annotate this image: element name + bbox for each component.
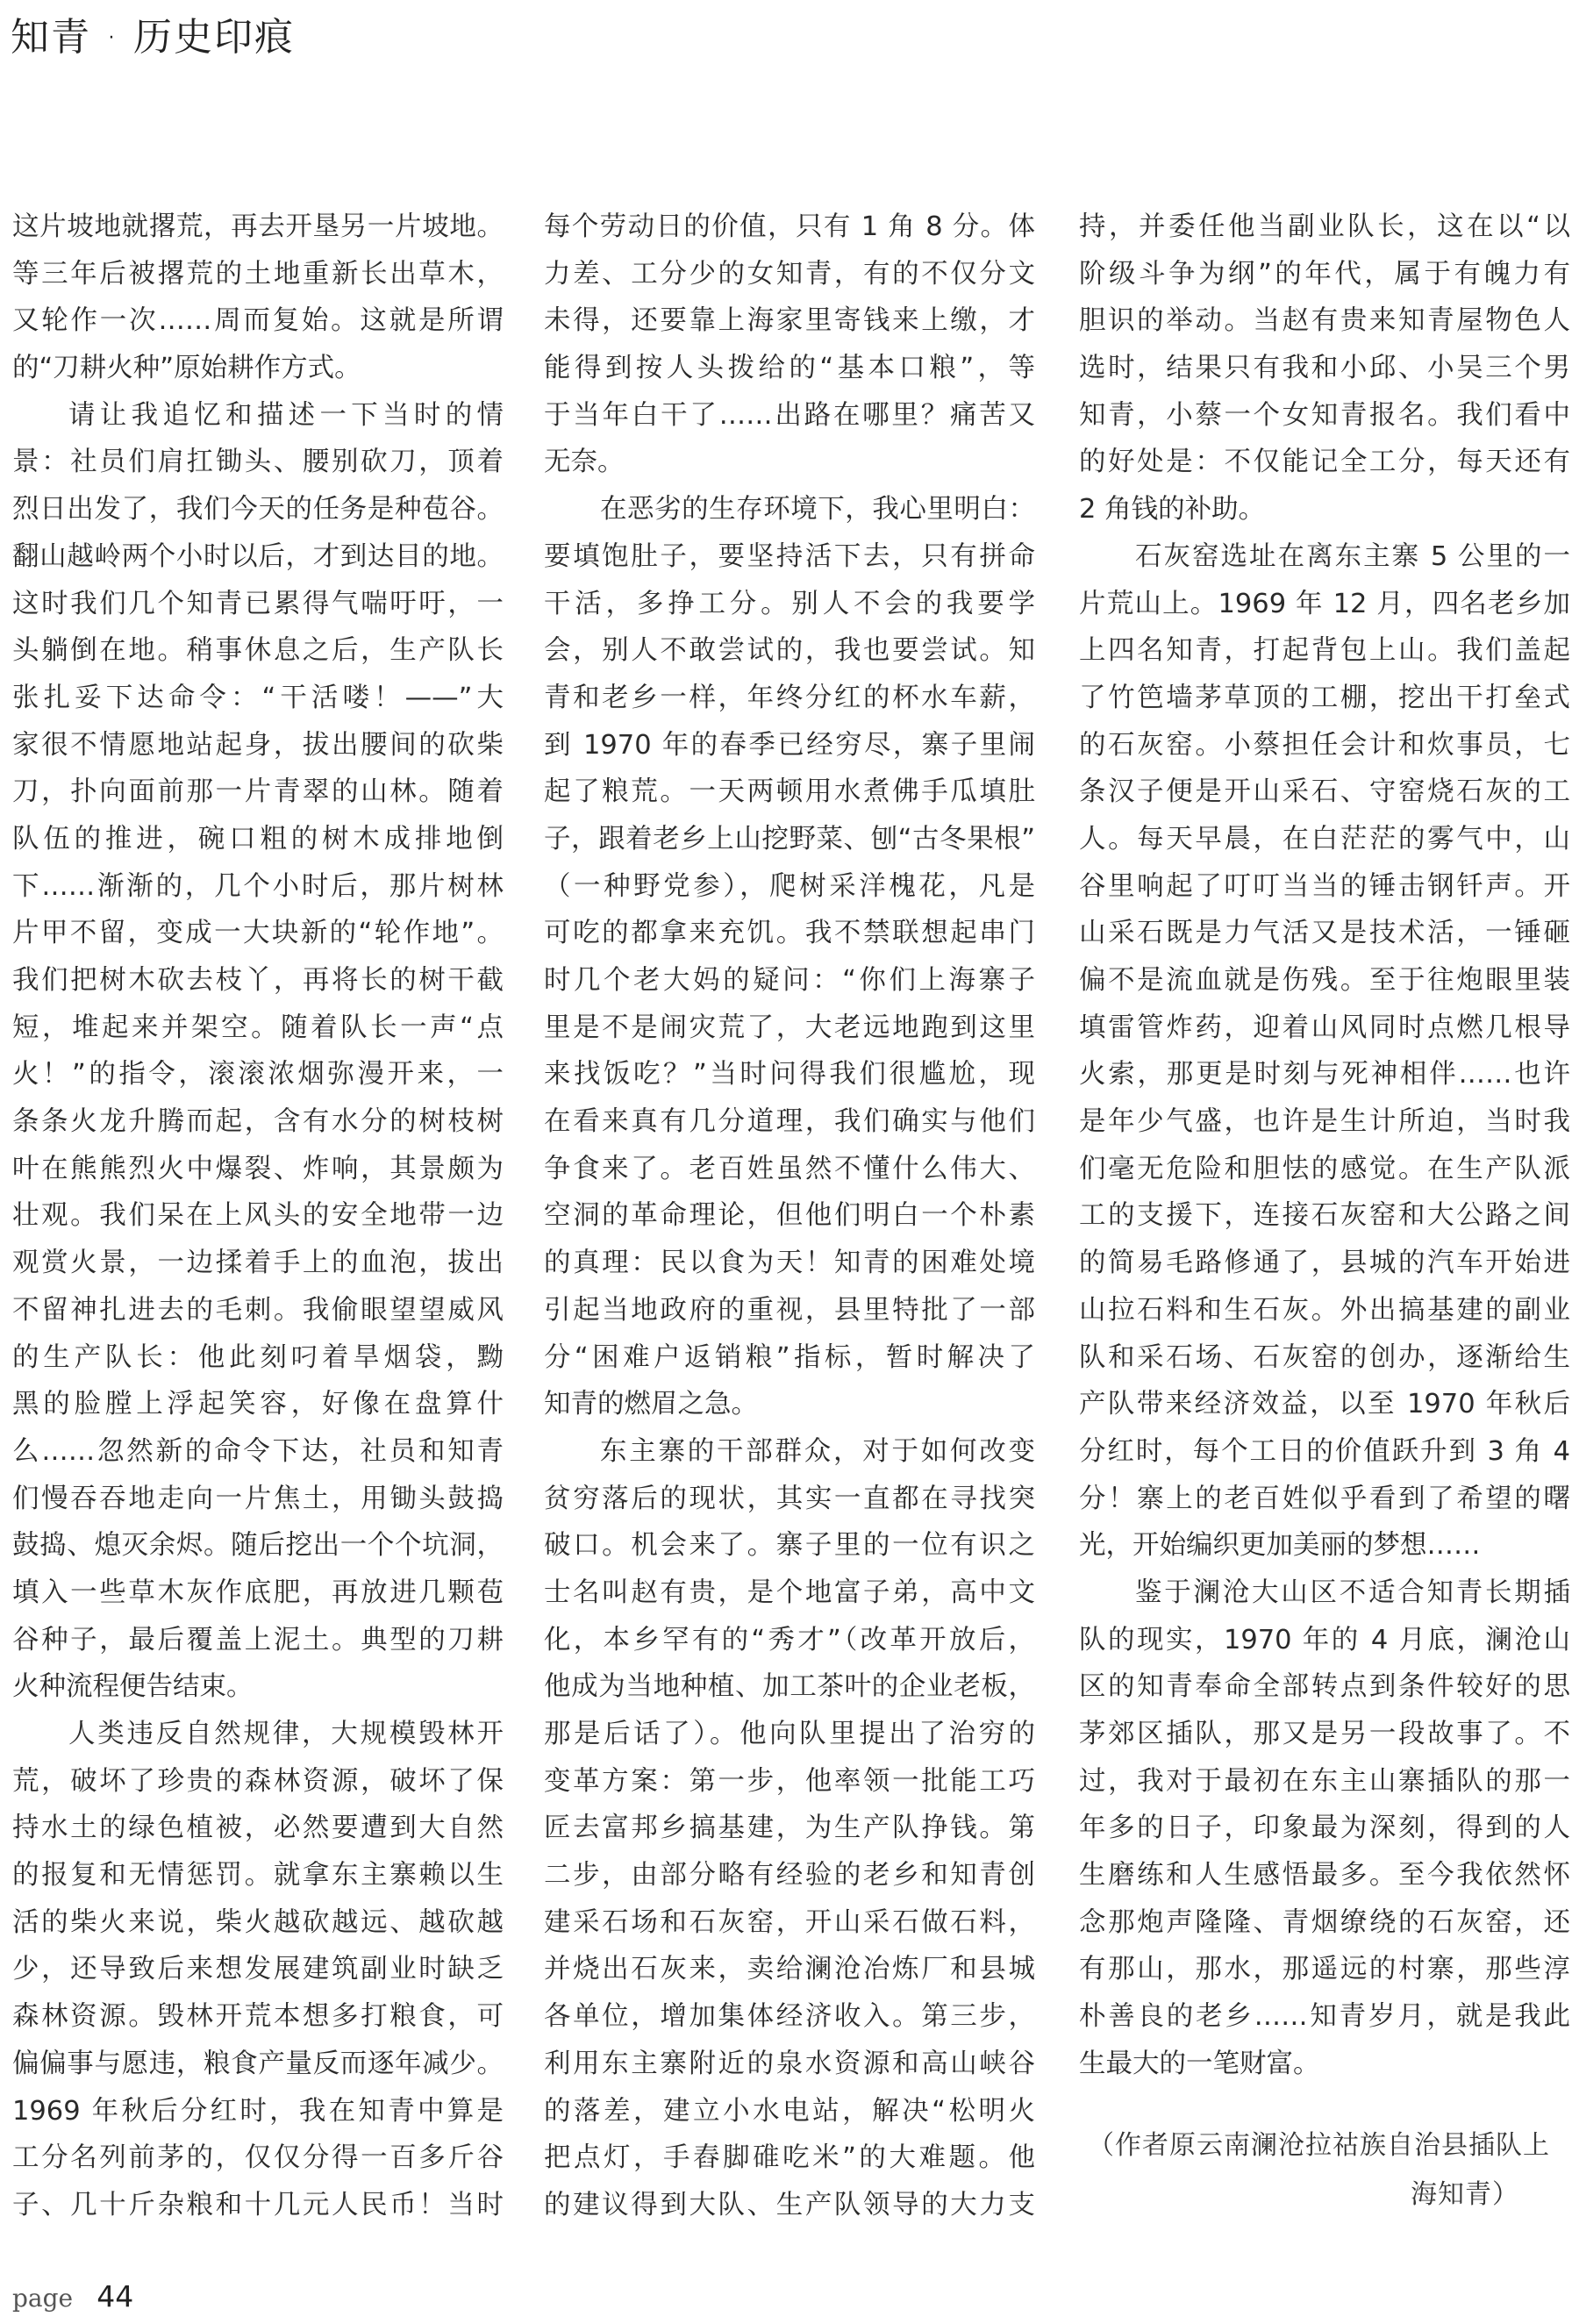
paragraph-first-line: 鉴于澜沧大山区不适合知青长期插 — [1135, 1577, 1570, 1608]
text-line: 选时，结果只有我和小邱、小吴三个男 — [1079, 353, 1570, 384]
byline-line-2: 海知青） — [1411, 2179, 1519, 2210]
text-line: 条汉子便是开山采石、守窑烧石灰的工 — [1079, 776, 1570, 808]
text-line: 光，开始编织更加美丽的梦想…… — [1079, 1530, 1481, 1562]
paragraph-first-line: 请让我追忆和描述一下当时的情 — [68, 399, 504, 431]
text-line: 2 角钱的补助。 — [1079, 494, 1266, 526]
text-line: 在看来真有几分道理，我们确实与他们 — [544, 1106, 1035, 1138]
text-line: 分“困难户返销粮”指标，暂时解决了 — [544, 1341, 1035, 1373]
text-line: 翻山越岭两个小时以后，才到达目的地。 — [12, 540, 504, 572]
text-line: 们慢吞吞地走向一片焦土，用锄头鼓捣 — [12, 1483, 504, 1514]
text-line: 茅郊区插队，那又是另一段故事了。不 — [1079, 1719, 1570, 1749]
text-line: 生磨练和人生感悟最多。至今我依然怀 — [1079, 1860, 1570, 1891]
text-line: 的“刀耕火种”原始耕作方式。 — [12, 353, 361, 384]
text-line: 家很不情愿地站起身，拔出腰间的砍柴 — [12, 729, 504, 761]
text-line: 张扎妥下达命令：“干活喽！——”大 — [12, 682, 504, 713]
text-line: 们毫无危险和胆怯的感觉。在生产队派 — [1079, 1153, 1570, 1184]
text-line: 有那山，那水，那遥远的村寨，那些淳 — [1079, 1954, 1570, 1985]
text-line: 利用东主寨附近的泉水资源和高山峡谷 — [544, 2048, 1035, 2079]
text-line: 过，我对于最初在东主山寨插队的那一 — [1079, 1765, 1570, 1797]
text-line: 力差、工分少的女知青，有的不仅分文 — [544, 258, 1035, 290]
text-line: 谷种子，最后覆盖上泥土。典型的刀耕 — [12, 1624, 504, 1655]
text-line: 我们把树木砍去枝丫，再将长的树干截 — [12, 965, 504, 996]
article-column-1 — [12, 204, 504, 2229]
text-line: 条条火龙升腾而起，含有水分的树枝树 — [12, 1106, 504, 1138]
text-line: 产队带来经济效益，以至 1970 年秋后 — [1079, 1389, 1570, 1420]
text-line: 里是不是闹灾荒了，大老远地跑到这里 — [544, 1012, 1035, 1043]
paragraph-first-line: 石灰窑选址在离东主寨 5 公里的一 — [1135, 540, 1570, 572]
text-line: 时几个老大妈的疑问：“你们上海寨子 — [544, 965, 1035, 996]
text-line: 的生产队长：他此刻叼着旱烟袋，黝 — [12, 1341, 504, 1373]
text-line: 人。每天早晨，在白茫茫的雾气中，山 — [1079, 823, 1570, 855]
text-line: 活的柴火来说，柴火越砍越远、越砍越 — [12, 1906, 504, 1938]
paragraph-first-line: 人类违反自然规律，大规模毁林开 — [68, 1719, 504, 1749]
page-label: page — [12, 2284, 74, 2313]
text-line: 队的现实，1970 年的 4 月底，澜沧山 — [1079, 1624, 1570, 1655]
text-line: 念那炮声隆隆、青烟缭绕的石灰窑，还 — [1079, 1906, 1570, 1938]
text-line: 短，堆起来并架空。随着队长一声“点 — [12, 1012, 504, 1043]
article-column-2 — [544, 204, 1035, 2229]
text-line: 那是后话了）。他向队里提出了治穷的 — [544, 1719, 1035, 1749]
text-line: 是年少气盛，也许是生计所迫，当时我 — [1079, 1106, 1570, 1138]
text-line: 可吃的都拿来充饥。我不禁联想起串门 — [544, 918, 1035, 949]
byline-line-1: （作者原云南澜沧拉祜族自治县插队上 — [1088, 2130, 1550, 2161]
text-line: 观赏火景，一边揉着手上的血泡，拔出 — [12, 1248, 504, 1279]
text-line: 景：社员们肩扛锄头、腰别砍刀，顶着 — [12, 447, 504, 478]
text-line: 火！”的指令，滚滚浓烟弥漫开来，一 — [12, 1059, 504, 1090]
page-footer — [12, 2279, 133, 2313]
text-line: 会，别人不敢尝试的，我也要尝试。知 — [544, 635, 1035, 667]
text-line: 的简易毛路修通了，县城的汽车开始进 — [1079, 1248, 1570, 1279]
text-line: 要填饱肚子，要坚持活下去，只有拼命 — [544, 540, 1035, 572]
text-line: 工的支援下，连接石灰窑和大公路之间 — [1079, 1200, 1570, 1232]
text-line: 队和采石场、石灰窑的创办，逐渐给生 — [1079, 1341, 1570, 1373]
text-line: 的好处是：不仅能记全工分，每天还有 — [1079, 447, 1570, 478]
text-line: 刀，扑向面前那一片青翠的山林。随着 — [12, 776, 504, 808]
text-line: 能得到按人头拨给的“基本口粮”，等 — [544, 353, 1035, 384]
author-byline — [1088, 2121, 1561, 2220]
text-line: 么……忽然新的命令下达，社员和知青 — [12, 1435, 504, 1467]
article-column-3 — [1079, 204, 1570, 2088]
text-line: 化，本乡罕有的“秀才”（改革开放后， — [544, 1624, 1035, 1655]
paragraph-first-line: 在恶劣的生存环境下，我心里明白： — [600, 494, 1035, 526]
text-line: 区的知青奉命全部转点到条件较好的思 — [1079, 1671, 1570, 1703]
text-line: 青和老乡一样，年终分红的杯水车薪， — [544, 682, 1035, 713]
text-line: 火索，那更是时刻与死神相伴……也许 — [1079, 1059, 1570, 1090]
text-line: （一种野党参），爬树采洋槐花，凡是 — [544, 870, 1035, 902]
text-line: 荒，破坏了珍贵的森林资源，破坏了保 — [12, 1765, 504, 1797]
text-line: 把点灯，手舂脚碓吃米”的大难题。他 — [544, 2142, 1035, 2174]
text-line: 各单位，增加集体经济收入。第三步， — [544, 2001, 1035, 2033]
text-line: 破口。机会来了。寨子里的一位有识之 — [544, 1530, 1035, 1562]
text-line: 填雷管炸药，迎着山风同时点燃几根导 — [1079, 1012, 1570, 1043]
text-line: 头躺倒在地。稍事休息之后，生产队长 — [12, 635, 504, 667]
text-line: 朴善良的老乡……知青岁月，就是我此 — [1079, 2001, 1570, 2033]
text-line: 工分名列前茅的，仅仅分得一百多斤谷 — [12, 2142, 504, 2174]
text-line: 这时我们几个知青已累得气喘吁吁，一 — [12, 588, 504, 619]
text-line: 贫穷落后的现状，其实一直都在寻找突 — [544, 1483, 1035, 1514]
page-number: 44 — [96, 2279, 134, 2313]
text-line: 年多的日子，印象最为深刻，得到的人 — [1079, 1813, 1570, 1844]
text-line: 下……渐渐的，几个小时后，那片树林 — [12, 870, 504, 902]
text-line: 持，并委任他当副业队长，这在以“以 — [1079, 211, 1570, 242]
text-line: 偏不是流血就是伤残。至于往炮眼里装 — [1079, 965, 1570, 996]
text-line: 偏偏事与愿违，粮食产量反而逐年减少。 — [12, 2048, 504, 2079]
text-line: 谷里响起了叮叮当当的锤击钢钎声。开 — [1079, 870, 1570, 902]
text-line: 了竹笆墙茅草顶的工棚，挖出干打垒式 — [1079, 682, 1570, 713]
text-line: 子，跟着老乡上山挖野菜、刨“古冬果根” — [544, 823, 1035, 855]
text-line: 士名叫赵有贵，是个地富子弟，高中文 — [544, 1577, 1035, 1608]
text-line: 队伍的推进，碗口粗的树木成排地倒 — [12, 823, 504, 855]
text-line: 1969 年秋后分红时，我在知青中算是 — [12, 2095, 504, 2127]
text-line: 火种流程便告结束。 — [12, 1671, 254, 1703]
text-line: 的石灰窑。小蔡担任会计和炊事员，七 — [1079, 729, 1570, 761]
text-line: 胆识的举动。当赵有贵来知青屋物色人 — [1079, 305, 1570, 337]
text-line: 于当年白干了……出路在哪里？痛苦又 — [544, 399, 1035, 431]
text-line: 来找饭吃？”当时问得我们很尴尬，现 — [544, 1059, 1035, 1090]
text-line: 森林资源。毁林开荒本想多打粮食，可 — [12, 2001, 504, 2033]
text-line: 生最大的一笔财富。 — [1079, 2048, 1320, 2079]
text-line: 分！寨上的老百姓似乎看到了希望的曙 — [1079, 1483, 1570, 1514]
text-line: 引起当地政府的重视，县里特批了一部 — [544, 1294, 1035, 1326]
text-line: 空洞的革命理论，但他们明白一个朴素 — [544, 1200, 1035, 1232]
text-line: 建采石场和石灰窑，开山采石做石料， — [544, 1906, 1035, 1938]
text-line: 片荒山上。1969 年 12 月，四名老乡加 — [1079, 588, 1570, 619]
text-line: 未得，还要靠上海家里寄钱来上缴，才 — [544, 305, 1035, 337]
text-line: 子、几十斤杂粮和十几元人民币！当时 — [12, 2189, 504, 2220]
text-line: 持水土的绿色植被，必然要遭到大自然 — [12, 1813, 504, 1844]
text-line: 的真理：民以食为天！知青的困难处境 — [544, 1248, 1035, 1279]
text-line: 山拉石料和生石灰。外出搞基建的副业 — [1079, 1294, 1570, 1326]
text-line: 匠去富邦乡搞基建，为生产队挣钱。第 — [544, 1813, 1035, 1844]
text-line: 又轮作一次……周而复始。这就是所谓 — [12, 305, 504, 337]
text-line: 这片坡地就撂荒，再去开垦另一片坡地。 — [12, 211, 504, 242]
text-line: 知青的燃眉之急。 — [544, 1389, 758, 1420]
text-line: 片甲不留，变成一大块新的“轮作地”。 — [12, 918, 504, 949]
text-line: 知青，小蔡一个女知青报名。我们看中 — [1079, 399, 1570, 431]
text-line: 争食来了。老百姓虽然不懂什么伟大、 — [544, 1153, 1035, 1184]
text-line: 无奈。 — [544, 447, 625, 478]
section-header: 知青 · 历史印痕 — [11, 15, 295, 60]
text-line: 黑的脸膛上浮起笑容，好像在盘算什 — [12, 1389, 504, 1420]
paragraph-first-line: 东主寨的干部群众，对于如何改变 — [600, 1435, 1035, 1467]
text-line: 少，还导致后来想发展建筑副业时缺乏 — [12, 1954, 504, 1985]
text-line: 每个劳动日的价值，只有 1 角 8 分。体 — [544, 211, 1035, 242]
text-line: 烈日出发了，我们今天的任务是种苞谷。 — [12, 494, 504, 526]
text-line: 到 1970 年的春季已经穷尽，寨子里闹 — [544, 729, 1035, 761]
text-line: 干活，多挣工分。别人不会的我要学 — [544, 588, 1035, 619]
text-line: 变革方案：第一步，他率领一批能工巧 — [544, 1765, 1035, 1797]
text-line: 不留神扎进去的毛刺。我偷眼望望威风 — [12, 1294, 504, 1326]
text-line: 二步，由部分略有经验的老乡和知青创 — [544, 1860, 1035, 1891]
text-line: 的落差，建立小水电站，解决“松明火 — [544, 2095, 1035, 2127]
text-line: 并烧出石灰来，卖给澜沧冶炼厂和县城 — [544, 1954, 1035, 1985]
text-line: 壮观。我们呆在上风头的安全地带一边 — [12, 1200, 504, 1232]
text-line: 等三年后被撂荒的土地重新长出草木， — [12, 258, 504, 290]
text-line: 的报复和无情惩罚。就拿东主寨赖以生 — [12, 1860, 504, 1891]
text-line: 分红时，每个工日的价值跃升到 3 角 4 — [1079, 1435, 1570, 1467]
text-line: 上四名知青，打起背包上山。我们盖起 — [1079, 635, 1570, 667]
text-line: 叶在熊熊烈火中爆裂、炸响，其景颇为 — [12, 1153, 504, 1184]
text-line: 阶级斗争为纲”的年代，属于有魄力有 — [1079, 258, 1570, 290]
text-line: 的建议得到大队、生产队领导的大力支 — [544, 2189, 1035, 2220]
text-line: 起了粮荒。一天两顿用水煮佛手瓜填肚 — [544, 776, 1035, 808]
text-line: 鼓捣、熄灭余烬。随后挖出一个个坑洞， — [12, 1530, 504, 1562]
text-line: 他成为当地种植、加工茶叶的企业老板， — [544, 1671, 1035, 1703]
text-line: 山采石既是力气活又是技术活，一锤砸 — [1079, 918, 1570, 949]
text-line: 填入一些草木灰作底肥，再放进几颗苞 — [12, 1577, 504, 1608]
